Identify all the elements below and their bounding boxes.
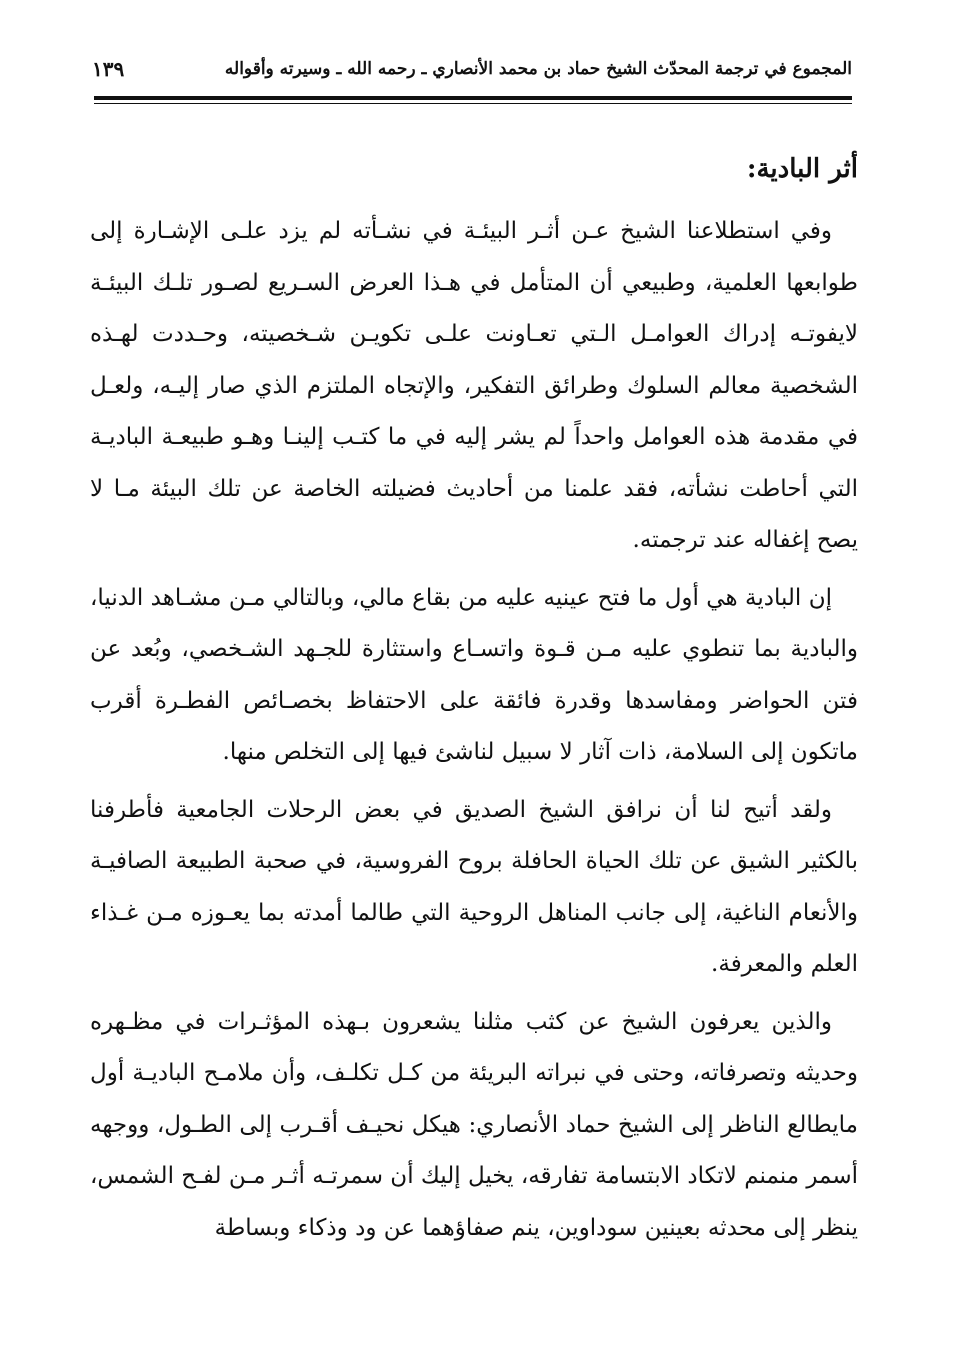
page-body	[90, 146, 858, 1260]
header-title: المجموع في ترجمة المحدّث الشيخ حماد بن محمد الأنصاري ـ رحمه الله ـ وسيرته وأقواله	[224, 59, 852, 79]
page-number: ١٣٩	[92, 57, 125, 81]
paragraph-2: إن البادية هي أول ما فتح عينيه عليه من بقاع مالي، وبالتالي مـن مشـاهد الدنيا، والبادية بما تنطوي عليه مـن قـوة واتسـاع واستثارة للجـهد الشـخصي، وبُعد عن فتن الحواضر ومفاسدها وقدرة فائقة على الاحتفاظ بخصـائص الفطـرة أقرب ماتكون إلى السلامة، ذات آثار لا سبيل لناشئ فيها إلى التخلص منها.	[90, 584, 858, 765]
paragraph-4: والذين يعرفون الشيخ عن كثب مثلنا يشعرون بـهذه المؤثـرات في مظـهره وحديثه وتصرفاته، وحتى في نبراته البريئة من كـل تكلـف، وأن ملامـح الباديـة أول مايطالع الناظر إلى الشيخ حماد الأنصاري: هيكل نحيـف أقـرب إلى الطـول، ووجهه أسمر منمنم لاتكاد الابتسامة تفارقه، يخيل إليك أن سمرتـه أثـر مـن لفـح الشمس، ينظر إلى محدثه بعينين سوداوين، ينم صفاؤهما عن ود وذكاء وبساطة	[90, 1008, 858, 1241]
paragraph-1: وفي استطلاعنا الشيخ عـن أثـر البيئـة في نشـأته لم يزد علـى الإشـارة إلى طوابعها العلمية، وطبيعي أن المتأمل في هـذا العرض السـريع لصـور تلـك البيئـة لايفوتـه إدراك العوامـل الـتي تعـاونت علـى تكويـن شـخصيته، وحـددت لهـذه الشخصية معالم السلوك وطرائق التفكير، والإتجاه الملتزم الذي صار إليـه، ولعـل في مقدمة هذه العوامل واحداً لم يشر إليه في ما كتـب إلينـا وهـو طبيعـة الباديـة التي أحاطت نشأته، فقد علمنا من أحاديث فضيلته الخاصة عن تلك البيئة مـا لا يصح إغفاله عند ترجمته.	[90, 218, 858, 553]
header-rule-thick	[94, 96, 852, 100]
section-heading: أثر البادية:	[746, 154, 858, 184]
paragraph-3: ولقد أتيح لنا أن نرافق الشيخ الصديق في بعض الرحلات الجامعية فأطرفنا بالكثير الشيق عن تلك الحياة الحافلة بروح الفروسية، في صحبة الطبيعة الصافيـة والأنعام الناغية، إلى جانب المناهل الروحية التي طالما أمدته بما يعـوزه مـن غـذاء العلم والمعرفة.	[90, 796, 858, 977]
running-header	[92, 52, 852, 86]
header-rule-thin	[94, 103, 852, 104]
